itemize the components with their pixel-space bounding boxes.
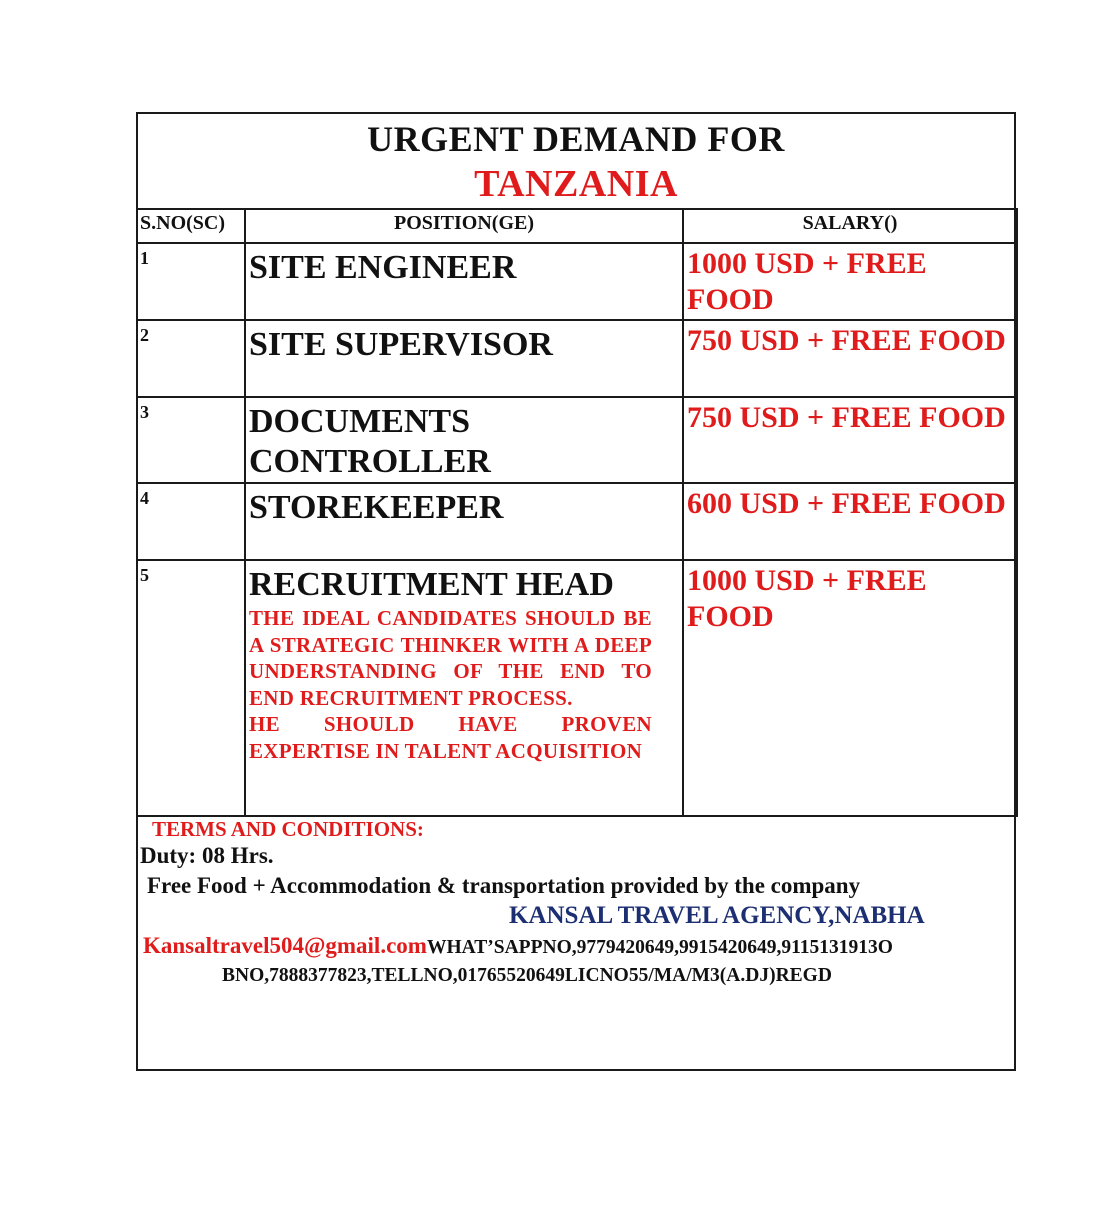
row-salary-cell (683, 483, 1017, 560)
country-title: TANZANIA (474, 163, 678, 205)
agency-name: KANSAL TRAVEL AGENCY,NABHA (509, 902, 925, 929)
licence-line: BNO,7888377823,TELLNO,01765520649LICNO55/MA/M3(A.DJ)REGD (222, 965, 832, 986)
duty-hours: Duty: 08 Hrs. (140, 843, 274, 868)
position-description (249, 605, 682, 764)
table-row (137, 397, 1017, 483)
row-salary: 750 USD + FREE FOOD (687, 401, 1006, 434)
row-position-cell (245, 397, 683, 483)
row-position-cell (245, 243, 683, 320)
row-position-cell (245, 483, 683, 560)
contact-email: Kansaltravel504@gmail.com (143, 933, 427, 958)
row-sno: 4 (137, 483, 245, 560)
row-position: SITE ENGINEER (249, 249, 517, 286)
row-position: RECRUITMENT HEAD (249, 566, 614, 603)
advertisement-frame (136, 112, 1016, 1071)
row-position: STOREKEEPER (249, 489, 504, 526)
row-sno: 3 (137, 397, 245, 483)
column-header-sno: S.NO(SC) (137, 209, 245, 243)
row-salary: 600 USD + FREE FOOD (687, 487, 1006, 520)
page-title: URGENT DEMAND FOR (367, 119, 785, 159)
row-salary-cell (683, 243, 1017, 320)
row-position: SITE SUPERVISOR (249, 326, 553, 363)
table-row (137, 560, 1017, 816)
terms-heading: TERMS AND CONDITIONS: (152, 817, 424, 841)
jobs-table (136, 208, 1018, 817)
row-position-cell (245, 320, 683, 397)
table-row (137, 320, 1017, 397)
title-area (138, 114, 1014, 210)
benefits-text: Free Food + Accommodation & transportation provided by the company (147, 873, 861, 898)
table-row (137, 483, 1017, 560)
row-salary: 1000 USD + FREE FOOD (687, 247, 927, 316)
row-salary: 1000 USD + FREE FOOD (687, 564, 927, 633)
row-sno: 5 (137, 560, 245, 816)
column-header-position: POSITION(GE) (245, 209, 683, 243)
row-position: DOCUMENTS CONTROLLER (249, 403, 491, 480)
row-salary-cell (683, 397, 1017, 483)
row-sno: 2 (137, 320, 245, 397)
row-position-cell (245, 560, 683, 816)
row-salary-cell (683, 320, 1017, 397)
description-paragraph: THE IDEAL CANDIDATES SHOULD BE A STRATEGIC THINKER WITH A DEEP UNDERSTANDING OF THE END TO END RECRUITMENT PROCESS. (249, 606, 652, 710)
row-sno: 1 (137, 243, 245, 320)
description-paragraph: HE SHOULD HAVE PROVEN EXPERTISE IN TALENT ACQUISITION (249, 712, 652, 763)
column-header-salary: SALARY() (683, 209, 1017, 243)
row-salary-cell (683, 560, 1017, 816)
contact-line (143, 933, 893, 959)
table-header-row (137, 209, 1017, 243)
row-salary: 750 USD + FREE FOOD (687, 324, 1006, 357)
terms-section (138, 814, 1014, 1069)
contact-phones: WHAT’SAPPNO,9779420649,9915420649,9115131913O (426, 937, 893, 958)
table-row (137, 243, 1017, 320)
